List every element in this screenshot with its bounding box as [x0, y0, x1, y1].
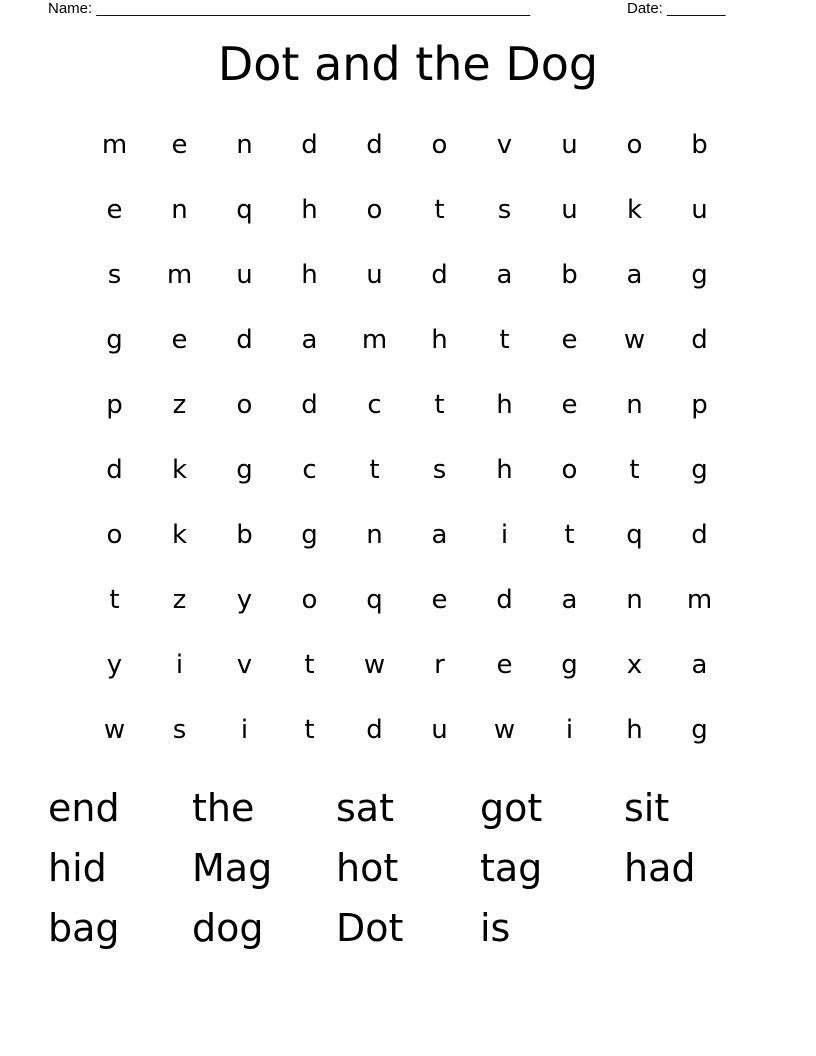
grid-cell: k	[171, 519, 188, 550]
grid-cell: i	[240, 714, 249, 745]
grid-cell: e	[171, 129, 188, 160]
grid-cell: k	[171, 454, 188, 485]
grid-cell: d	[366, 714, 383, 745]
grid-cell: d	[301, 129, 318, 160]
name-field-label: Name: ____________________________________________________	[48, 0, 531, 17]
grid-cell: a	[496, 259, 513, 290]
grid-cell: d	[106, 454, 123, 485]
grid-cell: z	[172, 389, 187, 420]
grid-cell: q	[366, 584, 383, 615]
grid-cell: g	[301, 519, 318, 550]
grid-cell: d	[691, 324, 708, 355]
grid-cell: e	[171, 324, 188, 355]
grid-cell: o	[236, 389, 253, 420]
word-bank	[48, 778, 768, 958]
grid-cell: u	[691, 194, 708, 225]
grid-cell: n	[366, 519, 383, 550]
grid-cell: a	[691, 649, 708, 680]
grid-cell: u	[366, 259, 383, 290]
grid-cell: o	[106, 519, 123, 550]
page-title: Dot and the Dog	[217, 37, 599, 91]
grid-cell: i	[500, 519, 509, 550]
grid-cell: q	[236, 194, 253, 225]
grid-cell: e	[496, 649, 513, 680]
grid-cell: m	[101, 129, 128, 160]
word-bank-item: is	[480, 906, 511, 950]
word-bank-item: got	[480, 786, 543, 830]
grid-cell: o	[626, 129, 643, 160]
grid-cell: m	[361, 324, 388, 355]
grid-cell: d	[496, 584, 513, 615]
grid-cell: t	[109, 584, 120, 615]
grid-cell: d	[236, 324, 253, 355]
grid-cell: e	[561, 324, 578, 355]
grid-cell: v	[236, 649, 253, 680]
word-bank-item: the	[192, 786, 255, 830]
grid-cell: h	[626, 714, 643, 745]
word-bank-item: hid	[48, 846, 107, 890]
grid-cell: p	[691, 389, 708, 420]
grid-cell: s	[497, 194, 512, 225]
grid-cell: z	[172, 584, 187, 615]
grid-cell: g	[106, 324, 123, 355]
grid-cell: p	[106, 389, 123, 420]
grid-cell: n	[626, 584, 643, 615]
grid-cell: a	[626, 259, 643, 290]
word-bank-item: sat	[336, 786, 394, 830]
grid-cell: h	[496, 389, 513, 420]
grid-cell: c	[367, 389, 382, 420]
grid-cell: t	[369, 454, 380, 485]
grid-cell: w	[493, 714, 516, 745]
grid-cell: n	[171, 194, 188, 225]
grid-cell: u	[236, 259, 253, 290]
grid-cell: a	[431, 519, 448, 550]
grid-cell: u	[561, 129, 578, 160]
grid-cell: k	[626, 194, 643, 225]
grid-cell: h	[301, 259, 318, 290]
grid-cell: r	[434, 649, 445, 680]
grid-cell: d	[431, 259, 448, 290]
grid-cell: b	[561, 259, 578, 290]
grid-cell: y	[106, 649, 123, 680]
grid-cell: x	[626, 649, 643, 680]
worksheet-header	[48, 0, 748, 20]
grid-cell: d	[366, 129, 383, 160]
grid-cell: b	[691, 129, 708, 160]
grid-cell: h	[431, 324, 448, 355]
grid-cell: g	[691, 714, 708, 745]
grid-cell: t	[499, 324, 510, 355]
grid-cell: g	[691, 259, 708, 290]
word-bank-item: sit	[624, 786, 670, 830]
grid-cell: d	[691, 519, 708, 550]
grid-cell: e	[561, 389, 578, 420]
grid-cell: n	[236, 129, 253, 160]
grid-cell: u	[561, 194, 578, 225]
grid-cell: w	[363, 649, 386, 680]
grid-cell: s	[172, 714, 187, 745]
grid-cell: y	[236, 584, 253, 615]
word-bank-item: tag	[480, 846, 543, 890]
grid-cell: t	[434, 389, 445, 420]
grid-cell: h	[301, 194, 318, 225]
grid-cell: o	[366, 194, 383, 225]
date-field-label: Date: _______	[627, 0, 726, 17]
grid-cell: t	[304, 649, 315, 680]
word-bank-item: Mag	[192, 846, 273, 890]
grid-cell: v	[496, 129, 513, 160]
grid-cell: t	[434, 194, 445, 225]
word-bank-item: dog	[192, 906, 264, 950]
grid-cell: b	[236, 519, 253, 550]
grid-cell: e	[106, 194, 123, 225]
grid-cell: o	[301, 584, 318, 615]
word-bank-item: bag	[48, 906, 120, 950]
grid-cell: g	[236, 454, 253, 485]
word-bank-item: had	[624, 846, 696, 890]
grid-cell: s	[107, 259, 122, 290]
grid-cell: d	[301, 389, 318, 420]
grid-cell: w	[103, 714, 126, 745]
grid-cell: a	[301, 324, 318, 355]
grid-cell: t	[564, 519, 575, 550]
grid-cell: u	[431, 714, 448, 745]
word-bank-item: end	[48, 786, 120, 830]
grid-cell: m	[166, 259, 193, 290]
grid-cell: i	[175, 649, 184, 680]
grid-cell: g	[691, 454, 708, 485]
grid-cell: c	[302, 454, 317, 485]
grid-cell: m	[686, 584, 713, 615]
grid-cell: o	[561, 454, 578, 485]
grid-cell: w	[623, 324, 646, 355]
letter-grid	[82, 112, 732, 762]
grid-cell: e	[431, 584, 448, 615]
grid-cell: t	[304, 714, 315, 745]
word-bank-item: hot	[336, 846, 399, 890]
grid-cell: q	[626, 519, 643, 550]
grid-cell: i	[565, 714, 574, 745]
grid-cell: o	[431, 129, 448, 160]
grid-cell: s	[432, 454, 447, 485]
word-bank-item: Dot	[336, 906, 404, 950]
grid-cell: n	[626, 389, 643, 420]
grid-cell: h	[496, 454, 513, 485]
grid-cell: a	[561, 584, 578, 615]
grid-cell: g	[561, 649, 578, 680]
grid-cell: t	[629, 454, 640, 485]
